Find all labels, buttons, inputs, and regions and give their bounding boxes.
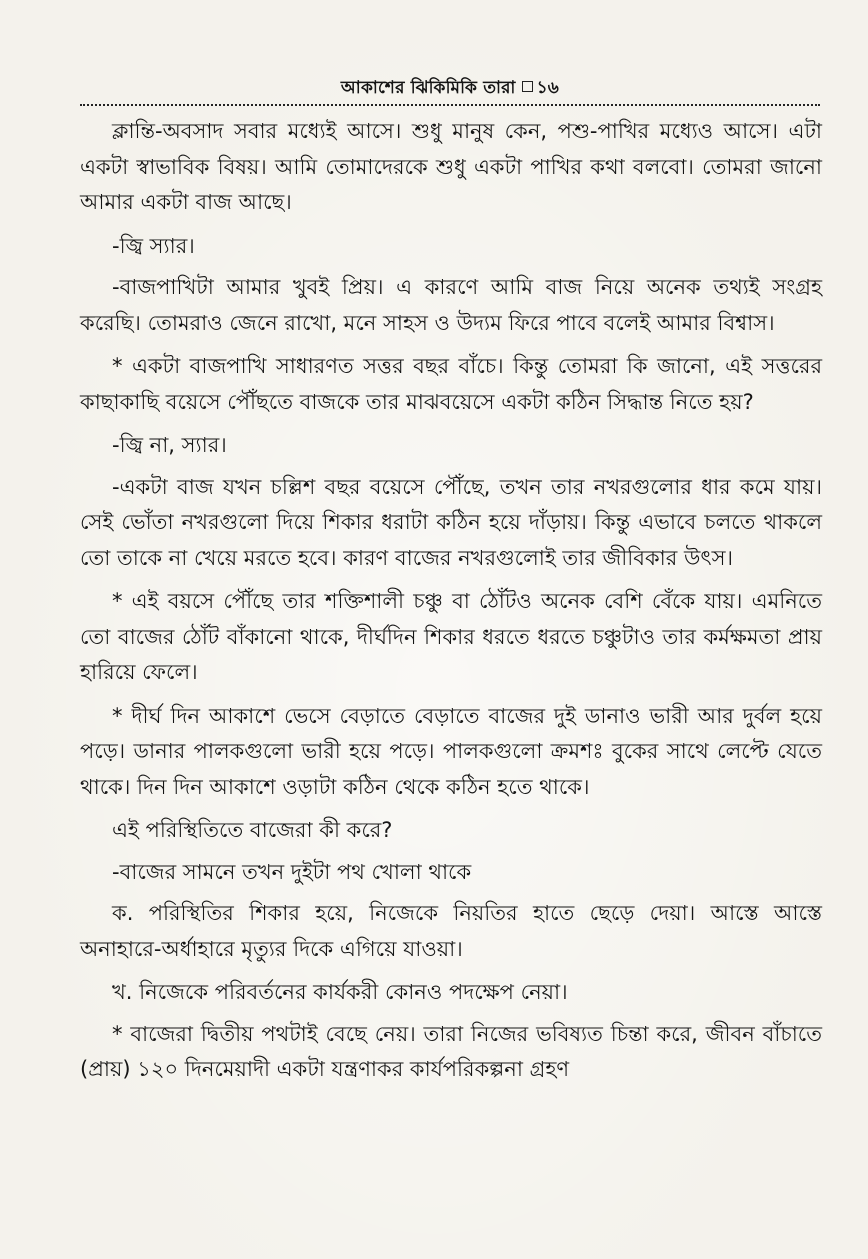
paragraph-13: * বাজেরা দ্বিতীয় পথটাই বেছে নেয়। তারা নিজের ভবিষ্যত চিন্তা করে, জীবন বাঁচাতে (প্রায়) ১২০ দিনমেয়াদী একটা যন্ত্রণাকর কার্যপরিকল্পনা গ্রহণ [80, 1021, 822, 1081]
page-number: ১৬ [536, 78, 560, 98]
paragraph-8: * দীর্ঘ দিন আকাশে ভেসে বেড়াতে বেড়াতে বাজের দুই ডানাও ভারী আর দুর্বল হয়ে পড়ে। ডানার পালকগুলো ভারী হয়ে পড়ে। পালকগুলো ক্রমশঃ বুকের সাথে লেপ্টে যেতে থাকে। দিন দিন আকাশে ওড়াটা কঠিন থেকে কঠিন হতে থাকে। [80, 703, 822, 799]
page-body [80, 114, 822, 1096]
paragraph-5: -জ্বি না, স্যার। [112, 433, 227, 457]
paragraph-7: * এই বয়সে পৌঁছে তার শক্তিশালী চঞ্চু বা ঠোঁটও অনেক বেশি বেঁকে যায়। এমনিতে তো বাজের ঠোঁট বাঁকানো থাকে, দীর্ঘদিন শিকার ধরতে ধরতে চঞ্চুটাও তার কর্মক্ষমতা প্রায় হারিয়ে ফেলে। [80, 589, 822, 684]
running-header [80, 74, 820, 106]
paragraph-4: * একটা বাজপাখি সাধারণত সত্তর বছর বাঁচে। কিন্তু তোমরা কি জানো, এই সত্তরের কাছাকাছি বয়েসে পৌঁছতে বাজকে তার মাঝবয়েসে একটা কঠিন সিদ্ধান্ত নিতে হয়? [80, 354, 822, 414]
paragraph-2: -জ্বি স্যার। [112, 233, 195, 258]
paragraph-10: -বাজের সামনে তখন দুইটা পথ খোলা থাকে [112, 859, 472, 884]
book-title: আকাশের ঝিকিমিকি তারা [340, 78, 516, 98]
paragraph-3: -বাজপাখিটা আমার খুবই প্রিয়। এ কারণে আমি বাজ নিয়ে অনেক তথ্যই সংগ্রহ করেছি। তোমরাও জেনে রাখো, মনে সাহস ও উদ্যম ফিরে পাবে বলেই আমার বিশ্বাস। [80, 275, 822, 335]
paragraph-1: ক্লান্তি-অবসাদ সবার মধ্যেই আসে। শুধু মানুষ কেন, পশু-পাখির মধ্যেও আসে। এটা একটা স্বাভাবিক বিষয়। আমি তোমাদেরকে শুধু একটা পাখির কথা বলবো। তোমরা জানো আমার একটা বাজ আছে। [80, 119, 822, 214]
paragraph-11: ক. পরিস্থিতির শিকার হয়ে, নিজেকে নিয়তির হাতে ছেড়ে দেয়া। আস্তে আস্তে অনাহারে-অর্ধাহারে মৃত্যুর দিকে এগিয়ে যাওয়া। [80, 901, 822, 961]
square-separator-icon [522, 81, 533, 92]
paragraph-9: এই পরিস্থিতিতে বাজেরা কী করে? [112, 818, 393, 842]
paragraph-12: খ. নিজেকে পরিবর্তনের কার্যকরী কোনও পদক্ষেপ নেয়া। [112, 980, 568, 1004]
paragraph-6: -একটা বাজ যখন চল্লিশ বছর বয়েসে পৌঁছে, তখন তার নখরগুলোর ধার কমে যায়। সেই ভোঁতা নখরগুলো দিয়ে শিকার ধরাটা কঠিন হয়ে দাঁড়ায়। কিন্তু এভাবে চলতে থাকলে তো তাকে না খেয়ে মরতে হবে। কারণ বাজের নখরগুলোই তার জীবিকার উৎস। [80, 474, 822, 570]
